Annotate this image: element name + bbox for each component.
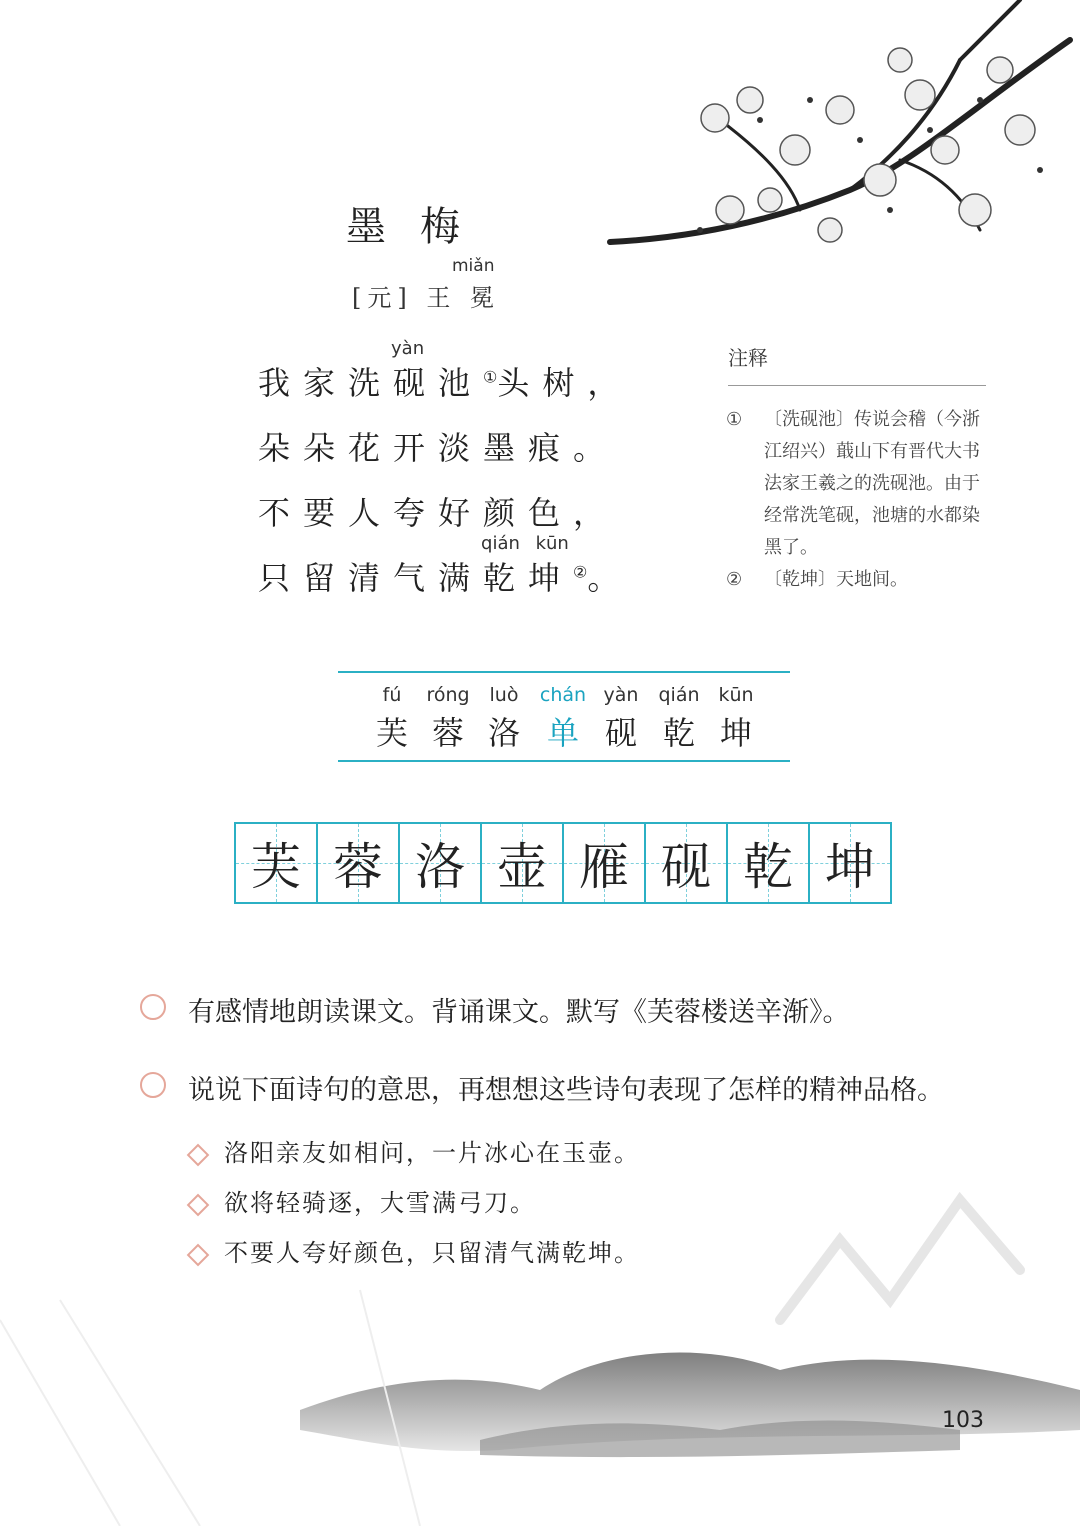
vocab-char: 洛 [487,714,520,752]
diamond-bullet-icon [187,1143,210,1166]
writing-grid [234,822,892,904]
vocab-char: 单 [546,714,579,752]
vocab-bottom-rule [338,760,790,762]
note-item-1: ① 〔洗砚池〕传说会稽（今浙江绍兴）蕺山下有晋代大书法家王羲之的洗砚池。由于经常洗笔砚，池塘的水都染黑了。 [726,409,980,558]
vocab-word [535,684,591,754]
ruby-word: yàn 砚 [391,338,439,402]
poem-line-1: 我家洗 yàn 砚池①头树， [258,338,633,402]
vocab-pinyin: chán [539,684,587,706]
writing-cell [482,824,564,902]
exercise-2: 说说下面诗句的意思，再想想这些诗句表现了怎样的精神品格。 [140,1068,944,1107]
writing-cell [810,824,890,902]
page-number: 103 [942,1408,984,1433]
writing-cell [236,824,318,902]
writing-char: 洛 [415,838,465,896]
footnote-mark: ② [573,562,588,582]
diamond-bullet-icon [187,1243,210,1266]
writing-cell [564,824,646,902]
vocab-char: 蓉 [431,714,464,752]
diamond-bullet-icon [187,1193,210,1216]
vocab-pinyin: yàn [603,684,639,706]
vocab-word [651,684,707,754]
author-name-pinyin: miǎn [452,256,495,276]
vocab-pinyin: fú [382,684,402,706]
writing-char: 雁 [579,838,629,896]
vocab-word [593,684,649,754]
circle-marker-icon [140,1072,166,1098]
vocab-word [476,684,532,754]
note-item-2: ② 〔乾坤〕天地间。 [726,569,908,590]
poem-line-2: 朵朵花开淡墨痕。 [258,429,619,467]
vocab-word [420,684,476,754]
writing-char: 芙 [251,838,301,896]
writing-char: 坤 [825,838,875,896]
footnote-mark: ① [483,367,498,387]
writing-char: 壶 [497,838,547,896]
vocab-pinyin: kūn [718,684,754,706]
notes-title: 注释 [728,346,768,370]
poem-title: 墨梅 [346,204,494,250]
vocab-word [708,684,764,754]
vocab-top-rule [338,671,790,673]
poem-author: [元] 王 冕 [352,284,501,312]
notes-divider [728,385,986,386]
vocab-char: 坤 [719,714,752,752]
writing-cell [400,824,482,902]
writing-cell [646,824,728,902]
writing-cell [318,824,400,902]
ruby-word: qián kūn 乾坤 [481,533,574,597]
poem-line-3: 不要人夸好颜色， [258,494,619,532]
vocab-pinyin: qián [658,684,700,706]
writing-char: 砚 [661,838,711,896]
circle-marker-icon [140,994,166,1020]
vocab-word [364,684,420,754]
vocab-char: 芙 [375,714,408,752]
exercise-1: 有感情地朗读课文。背诵课文。默写《芙蓉楼送辛渐》。 [140,990,850,1029]
writing-char: 蓉 [333,838,383,896]
writing-cell [728,824,810,902]
vocab-pinyin: luò [489,684,519,706]
sub-item-2: 欲将轻骑逐，大雪满弓刀。 [190,1183,536,1218]
sub-item-3: 不要人夸好颜色，只留清气满乾坤。 [190,1233,640,1268]
writing-char: 乾 [743,838,793,896]
poem-line-4: 只留清气满 qián kūn 乾坤②。 [258,533,633,597]
vocab-char: 乾 [662,714,695,752]
vocab-pinyin: róng [426,684,470,706]
vocab-char: 砚 [604,714,637,752]
ink-landscape-illustration [0,1280,1080,1526]
sub-item-1: 洛阳亲友如相问，一片冰心在玉壶。 [190,1133,640,1168]
plum-blossom-illustration [600,0,1080,290]
